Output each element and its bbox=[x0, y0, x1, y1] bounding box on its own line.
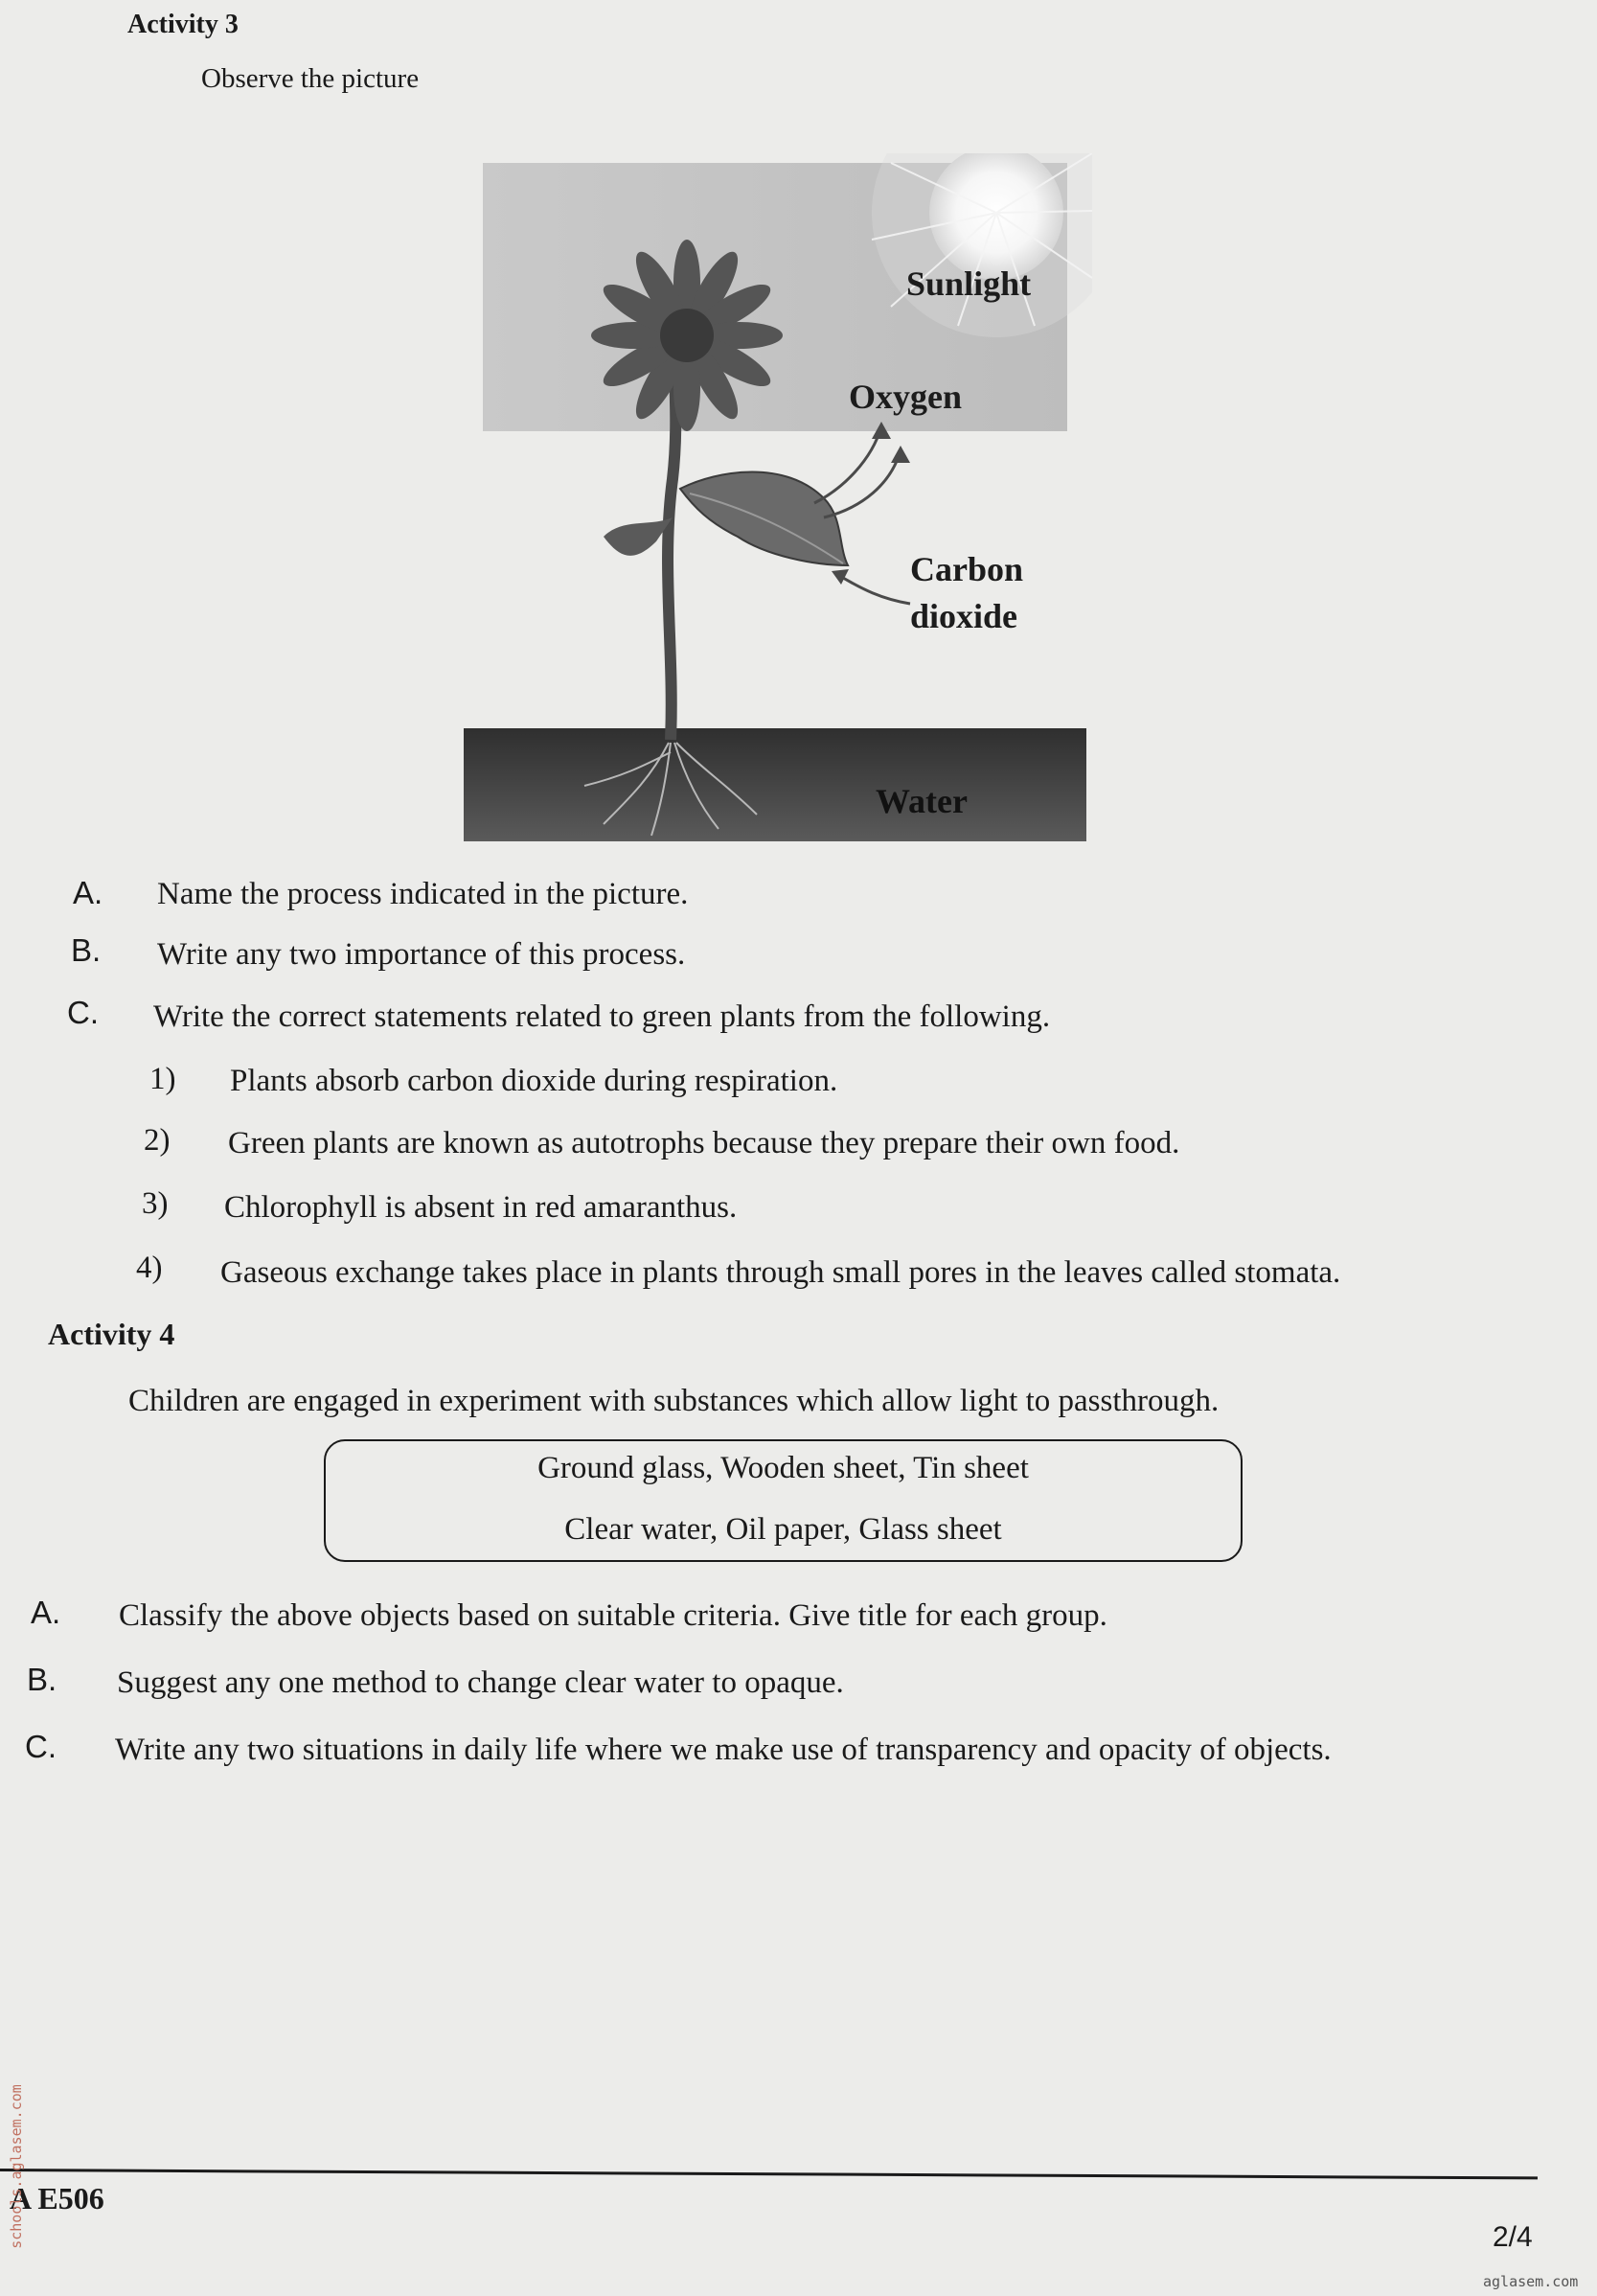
activity-3-heading: Activity 3 bbox=[127, 10, 239, 39]
plant-illustration bbox=[460, 153, 1092, 853]
statement-number: 3) bbox=[142, 1186, 169, 1221]
label-sunlight: Sunlight bbox=[906, 264, 1032, 303]
materials-line-1: Ground glass, Wooden sheet, Tin sheet bbox=[537, 1451, 1029, 1485]
statement-text: Chlorophyll is absent in red amaranthus. bbox=[224, 1190, 738, 1225]
statement-number: 4) bbox=[136, 1251, 163, 1285]
statement-text: Plants absorb carbon dioxide during respiration. bbox=[230, 1064, 838, 1098]
statement-text: Green plants are known as autotrophs because they prepare their own food. bbox=[228, 1126, 1180, 1160]
label-carbon: Carbon bbox=[910, 550, 1024, 588]
activity-4-question-text: Suggest any one method to change clear water to opaque. bbox=[117, 1665, 844, 1700]
activity-4-question-label: B. bbox=[27, 1662, 57, 1697]
statement-number: 2) bbox=[144, 1123, 171, 1158]
statement-number: 1) bbox=[149, 1062, 176, 1096]
carbon-dioxide-arrow bbox=[838, 575, 910, 604]
activity-4-question-text: Classify the above objects based on suitable criteria. Give title for each group. bbox=[119, 1598, 1107, 1633]
activity-3-question-text: Write any two importance of this process. bbox=[157, 937, 686, 972]
statement-text: Gaseous exchange takes place in plants through small pores in the leaves called stomata. bbox=[220, 1255, 1341, 1290]
label-oxygen: Oxygen bbox=[849, 378, 963, 416]
materials-line-2: Clear water, Oil paper, Glass sheet bbox=[564, 1512, 1002, 1547]
label-dioxide: dioxide bbox=[910, 597, 1018, 635]
activity-4-question-label: C. bbox=[25, 1729, 57, 1764]
photosynthesis-figure bbox=[460, 153, 1092, 853]
activity-3-question-label: B. bbox=[71, 932, 102, 968]
corner-watermark: aglasem.com bbox=[1483, 2273, 1579, 2290]
footer-divider bbox=[0, 2169, 1538, 2179]
label-water: Water bbox=[876, 782, 968, 820]
materials-box bbox=[324, 1439, 1243, 1562]
activity-3-instruction: Observe the picture bbox=[201, 63, 420, 94]
activity-3-question-text: Name the process indicated in the picture. bbox=[157, 877, 689, 911]
activity-3-question-text: Write the correct statements related to green plants from the following. bbox=[153, 999, 1051, 1034]
side-watermark: schools.aglasem.com bbox=[8, 2084, 25, 2249]
footer-code: A E506 bbox=[10, 2181, 104, 2216]
activity-3-question-label: C. bbox=[67, 995, 99, 1030]
soil-ground bbox=[464, 728, 1086, 841]
page-number: 2/4 bbox=[1493, 2221, 1533, 2253]
activity-4-question-label: A. bbox=[31, 1595, 61, 1630]
activity-4-question-text: Write any two situations in daily life where we make use of transparency and opacity of objects. bbox=[115, 1733, 1332, 1767]
activity-4-heading: Activity 4 bbox=[48, 1317, 175, 1351]
activity-3-question-label: A. bbox=[73, 875, 103, 910]
activity-4-intro: Children are engaged in experiment with substances which allow light to passthrough. bbox=[128, 1384, 1220, 1418]
